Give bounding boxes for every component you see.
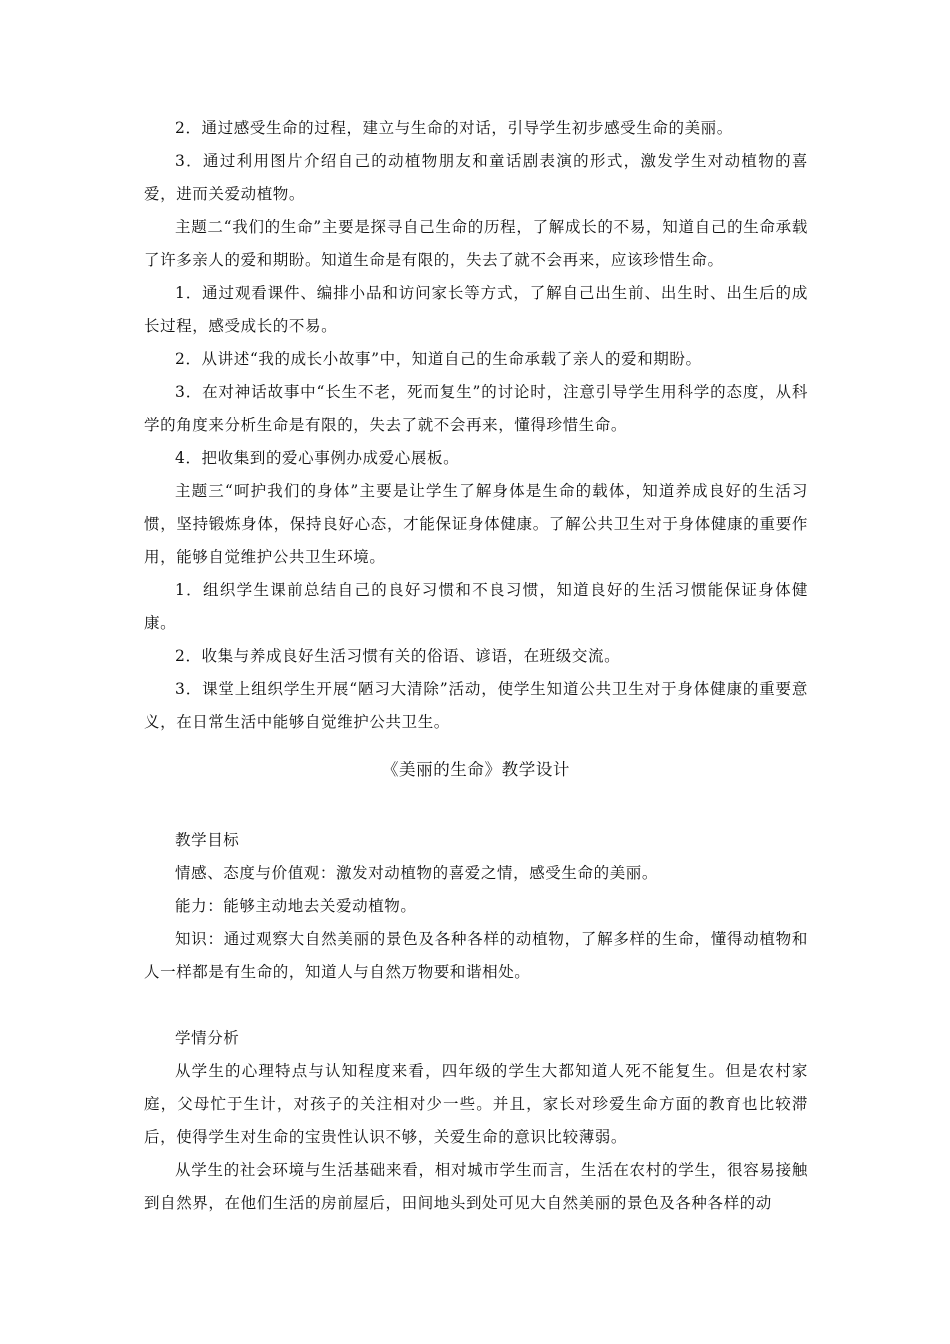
paragraph: 2．从讲述“我的成长小故事”中，知道自己的生命承载了亲人的爱和期盼。: [175, 350, 702, 368]
spacer: [144, 786, 808, 824]
section-heading-goals: 教学目标: [175, 831, 240, 849]
paragraph: 2．收集与养成良好生活习惯有关的俗语、谚语，在班级交流。: [175, 647, 621, 665]
document-title: 《美丽的生命》教学设计: [381, 760, 571, 779]
paragraph: 主题三“呵护我们的身体”主要是让学生了解身体是生命的载体，知道养成良好的生活习惯，坚持锻炼身体，保持良好心态，才能保证身体健康。了解公共卫生对于身体健康的重要作用，能够自觉维护公共卫生环境。: [144, 482, 808, 566]
paragraph: 4．把收集到的爱心事例办成爱心展板。: [175, 449, 460, 467]
paragraph: 1．组织学生课前总结自己的良好习惯和不良习惯，知道良好的生活习惯能保证身体健康。: [144, 581, 808, 632]
paragraph: 3．课堂上组织学生开展“陋习大清除”活动，使学生知道公共卫生对于身体健康的重要意义，在日常生活中能够自觉维护公共卫生。: [144, 680, 808, 731]
goal-line: 情感、态度与价值观：激发对动植物的喜爱之情，感受生命的美丽。: [175, 864, 659, 882]
goal-line: 知识：通过观察大自然美丽的景色及各种各样的动植物，了解多样的生命，懂得动植物和人一样都是有生命的，知道人与自然万物要和谐相处。: [144, 930, 808, 981]
goal-line: 能力：能够主动地去关爱动植物。: [175, 897, 417, 915]
paragraph: 2．通过感受生命的过程，建立与生命的对话，引导学生初步感受生命的美丽。: [175, 119, 733, 137]
spacer: [144, 989, 808, 1022]
paragraph: 3．通过利用图片介绍自己的动植物朋友和童话剧表演的形式，激发学生对动植物的喜爱，进而关爱动植物。: [144, 152, 808, 203]
paragraph: 3．在对神话故事中“长生不老，死而复生”的讨论时，注意引导学生用科学的态度，从科学的角度来分析生命是有限的，失去了就不会再来，懂得珍惜生命。: [144, 383, 808, 434]
section-heading-analysis: 学情分析: [175, 1029, 240, 1047]
document-page: [144, 112, 808, 1220]
analysis-paragraph: 从学生的社会环境与生活基础来看，相对城市学生而言，生活在农村的学生，很容易接触到自然界，在他们生活的房前屋后，田间地头到处可见大自然美丽的景色及各种各样的动: [144, 1161, 808, 1212]
paragraph: 1．通过观看课件、编排小品和访问家长等方式，了解自己出生前、出生时、出生后的成长过程，感受成长的不易。: [144, 284, 808, 335]
paragraph: 主题二“我们的生命”主要是探寻自己生命的历程，了解成长的不易，知道自己的生命承载了许多亲人的爱和期盼。知道生命是有限的，失去了就不会再来，应该珍惜生命。: [144, 218, 808, 269]
analysis-paragraph: 从学生的心理特点与认知程度来看，四年级的学生大都知道人死不能复生。但是农村家庭，父母忙于生计，对孩子的关注相对少一些。并且，家长对珍爱生命方面的教育也比较滞后，使得学生对生命的宝贵性认识不够，关爱生命的意识比较薄弱。: [144, 1062, 808, 1146]
